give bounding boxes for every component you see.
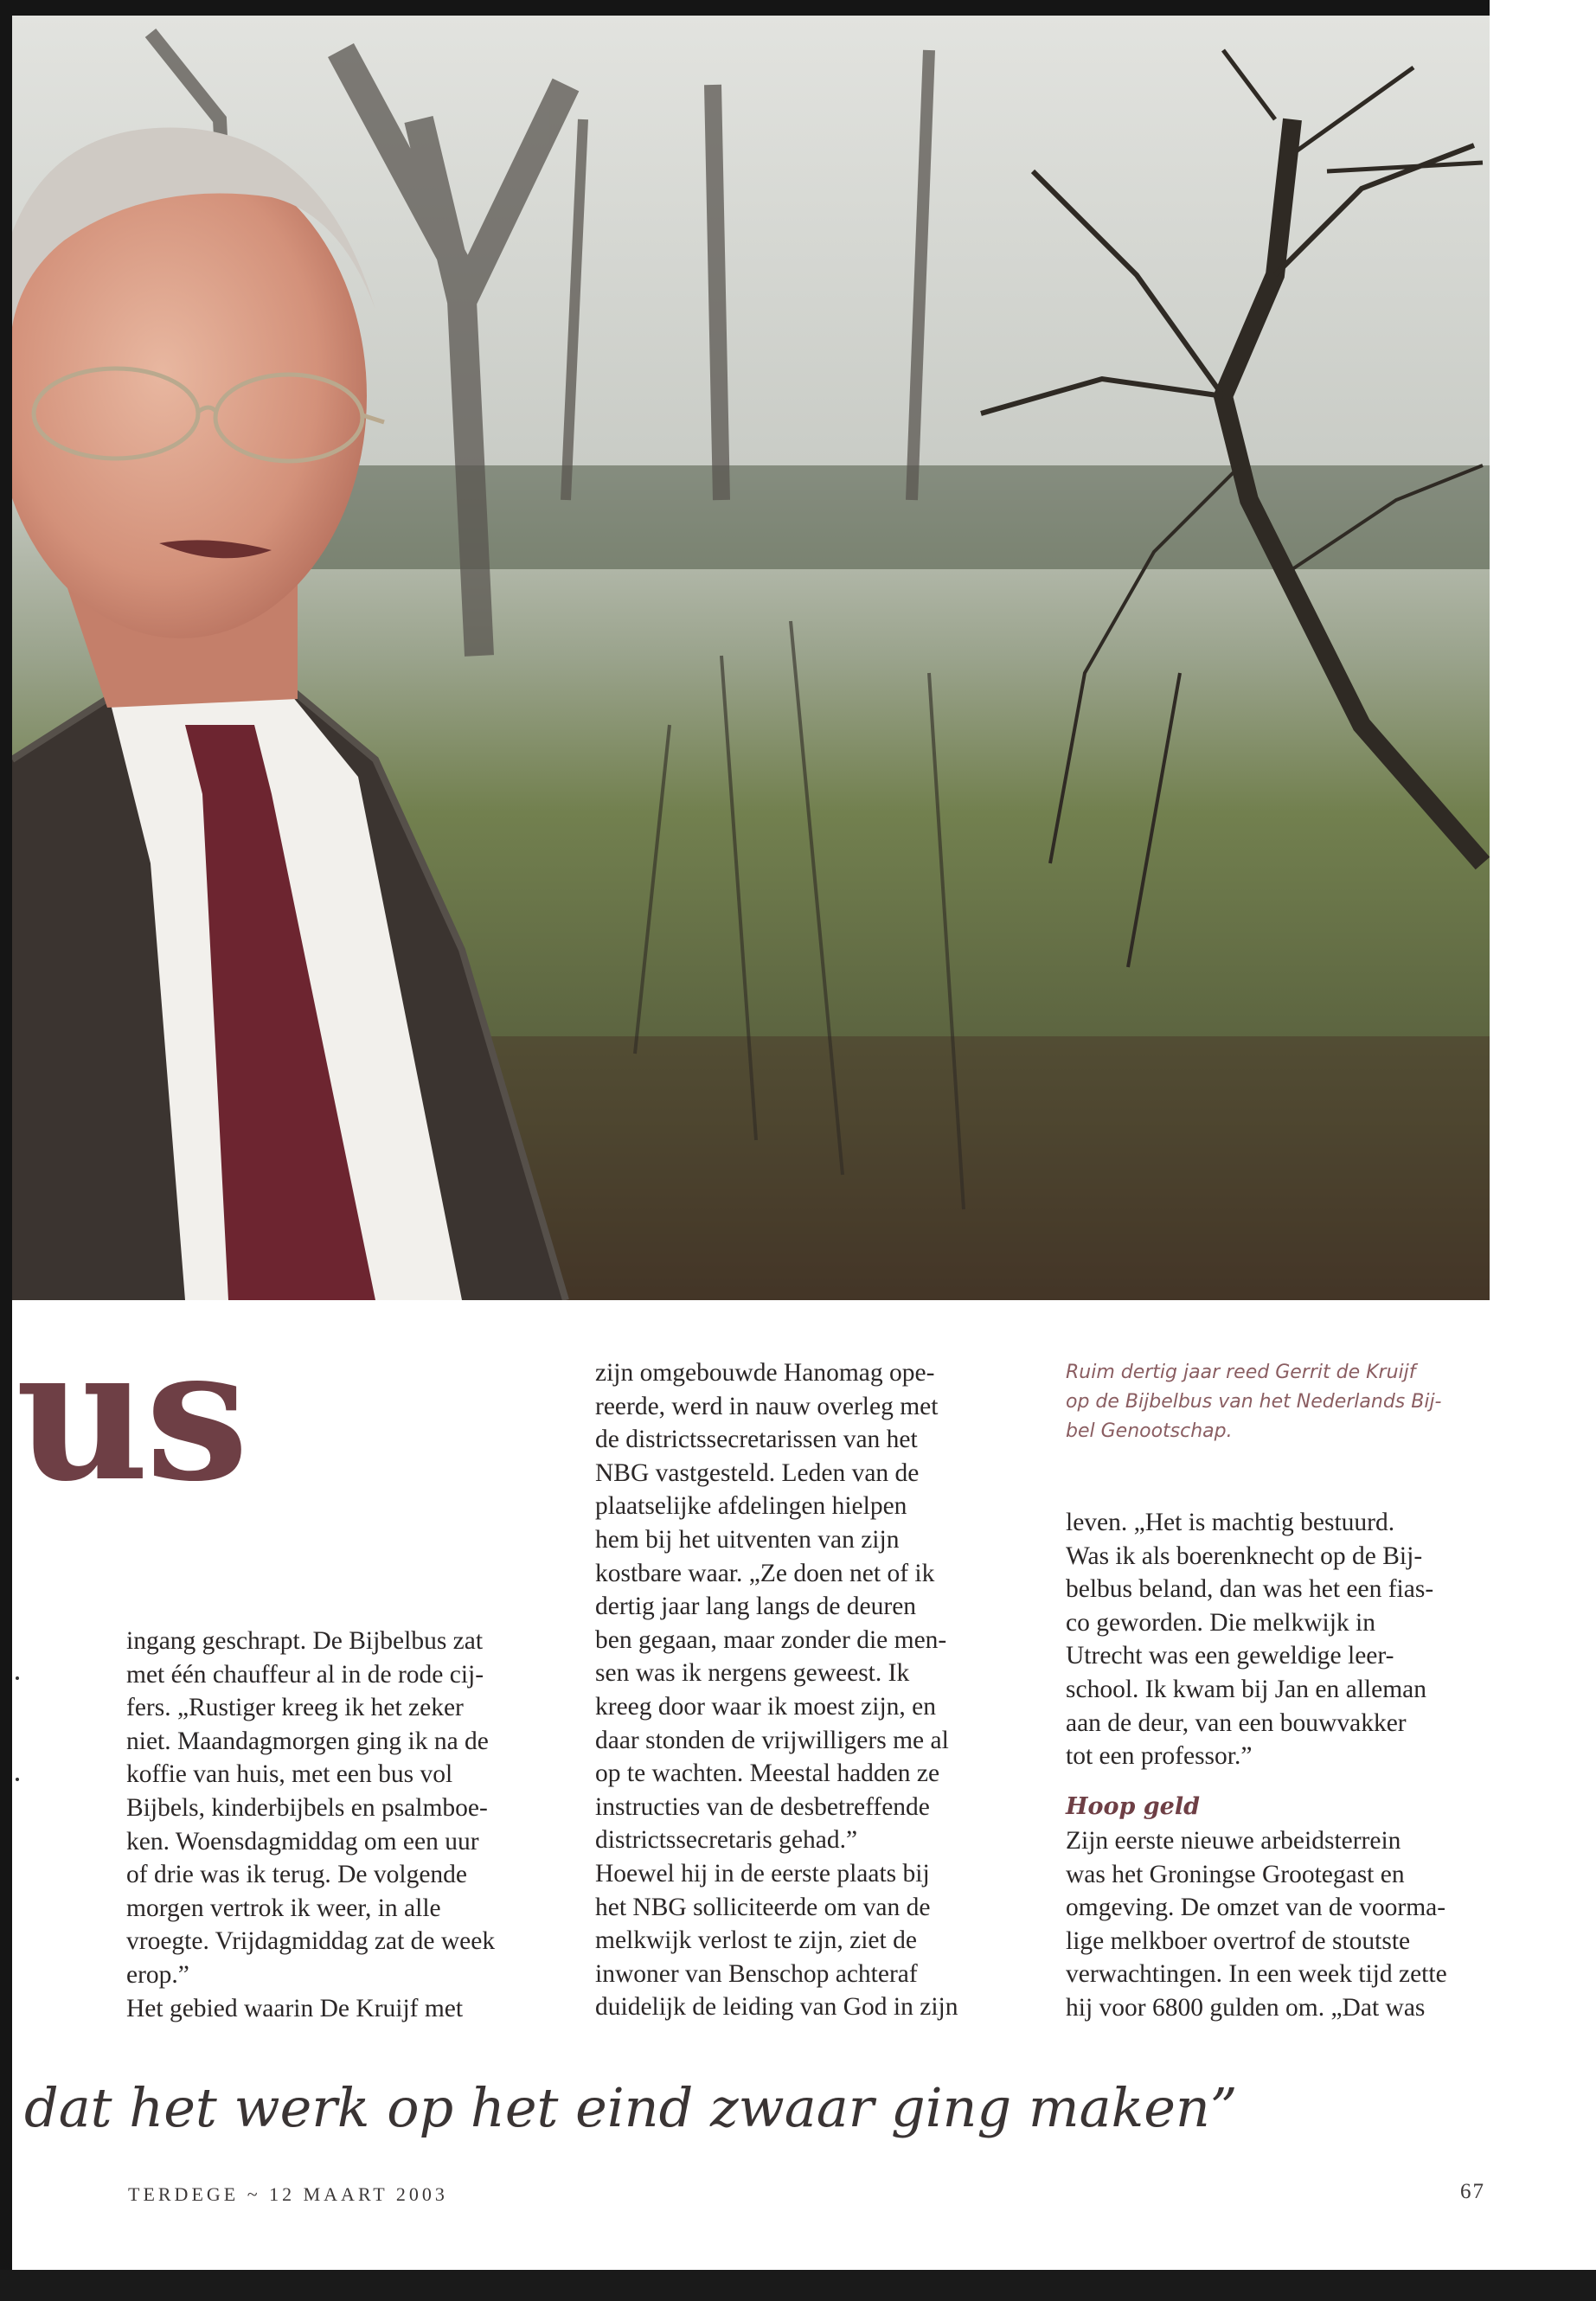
text-line: niet. Maandagmorgen ging ik na de bbox=[126, 1727, 489, 1755]
text-line: kreeg door waar ik moest zijn, en bbox=[595, 1692, 937, 1721]
margin-mark bbox=[16, 1676, 19, 1680]
text-line: verwachtingen. In een week tijd zette bbox=[1066, 1960, 1447, 1989]
text-line: duidelijk de leiding van God in zijn bbox=[595, 1993, 958, 2022]
article-column-2 bbox=[595, 1356, 1028, 2024]
text-line: instructies van de desbetreffende bbox=[595, 1792, 930, 1821]
article-column-3-continued bbox=[1066, 1824, 1490, 2025]
text-line: melkwijk verlost te zijn, ziet de bbox=[595, 1926, 917, 1955]
page-right-margin bbox=[1490, 0, 1596, 2301]
page-number: 67 bbox=[1460, 2180, 1485, 2203]
text-line: dertig jaar lang langs de deuren bbox=[595, 1593, 917, 1621]
text-line: NBG vastgesteld. Leden van de bbox=[595, 1458, 920, 1487]
text-line: vroegte. Vrijdagmiddag zat de week bbox=[126, 1927, 496, 1956]
text-line: Zijn eerste nieuwe arbeidsterrein bbox=[1066, 1827, 1401, 1855]
text-line: sen was ik nergens geweest. Ik bbox=[595, 1659, 910, 1688]
text-line: daar stonden de vrijwilligers me al bbox=[595, 1726, 949, 1754]
text-line: fers. „Rustiger kreeg ik het zeker bbox=[126, 1694, 464, 1722]
photo-caption bbox=[1066, 1358, 1490, 1446]
text-line: belbus beland, dan was het een fias- bbox=[1066, 1575, 1434, 1604]
text-line: school. Ik kwam bij Jan en alleman bbox=[1066, 1675, 1426, 1703]
text-line: ingang geschrapt. De Bijbelbus zat bbox=[126, 1627, 484, 1655]
caption-line: op de Bijbelbus van het Nederlands Bij- bbox=[1066, 1391, 1442, 1413]
text-line: Utrecht was een geweldige leer- bbox=[1066, 1642, 1394, 1670]
headline-fragment: us bbox=[16, 1306, 246, 1522]
text-line: co geworden. Die melkwijk in bbox=[1066, 1608, 1376, 1637]
text-line: districtssecretaris gehad.” bbox=[595, 1826, 858, 1855]
scan-edge-left bbox=[0, 0, 12, 2301]
text-line: ken. Woensdagmiddag om een uur bbox=[126, 1827, 479, 1856]
article-column-1 bbox=[126, 1625, 559, 2025]
text-line: reerde, werd in nauw overleg met bbox=[595, 1392, 939, 1420]
text-line: leven. „Het is machtig bestuurd. bbox=[1066, 1509, 1395, 1536]
text-line: was het Groningse Grootegast en bbox=[1066, 1860, 1405, 1888]
text-line: Was ik als boerenknecht op de Bij- bbox=[1066, 1541, 1423, 1570]
text-line: de districtssecretarissen van het bbox=[595, 1426, 918, 1454]
text-line: kostbare waar. „Ze doen net of ik bbox=[595, 1559, 935, 1587]
caption-line: bel Genootschap. bbox=[1066, 1420, 1233, 1442]
footer-magazine-date: TERDEGE ~ 12 MAART 2003 bbox=[128, 2183, 448, 2205]
section-subheading: Hoop geld bbox=[1066, 1793, 1200, 1820]
text-line: of drie was ik terug. De volgende bbox=[126, 1861, 468, 1889]
margin-mark bbox=[16, 1778, 19, 1781]
text-line: plaatselijke afdelingen hielpen bbox=[595, 1492, 907, 1521]
text-line: het NBG solliciteerde om van de bbox=[595, 1893, 931, 1921]
text-line: Bijbels, kinderbijbels en psalmboe- bbox=[126, 1793, 488, 1822]
text-line: koffie van huis, met een bus vol bbox=[126, 1760, 453, 1789]
photo-illustration bbox=[12, 16, 1490, 1300]
text-line: aan de deur, van een bouwvakker bbox=[1066, 1708, 1407, 1737]
text-line: tot een professor.” bbox=[1066, 1742, 1253, 1771]
article-photo bbox=[12, 16, 1490, 1300]
scan-edge-top bbox=[0, 0, 1596, 16]
article-column-3 bbox=[1066, 1506, 1490, 1773]
text-line: morgen vertrok ik weer, in alle bbox=[126, 1894, 441, 1922]
pull-quote: dat het werk op het eind zwaar ging maken” bbox=[24, 2076, 1238, 2139]
text-line: ben gegaan, maar zonder die men- bbox=[595, 1625, 947, 1654]
text-line: op te wachten. Meestal hadden ze bbox=[595, 1759, 940, 1788]
text-line: met één chauffeur al in de rode cij- bbox=[126, 1660, 484, 1689]
scan-edge-bottom bbox=[0, 2270, 1596, 2301]
text-line: hij voor 6800 gulden om. „Dat was bbox=[1066, 1993, 1426, 2022]
text-line: hem bij het uitventen van zijn bbox=[595, 1525, 900, 1554]
text-line: erop.” bbox=[126, 1960, 189, 1989]
text-line: lige melkboer overtrof de stoutste bbox=[1066, 1926, 1411, 1955]
text-line: zijn omgebouwde Hanomag ope- bbox=[595, 1359, 935, 1387]
text-line: inwoner van Benschop achteraf bbox=[595, 1959, 918, 1988]
text-line: omgeving. De omzet van de voorma- bbox=[1066, 1894, 1446, 1922]
text-line: Hoewel hij in de eerste plaats bij bbox=[595, 1859, 930, 1888]
text-line: Het gebied waarin De Kruijf met bbox=[126, 1994, 464, 2022]
caption-line: Ruim dertig jaar reed Gerrit de Kruijf bbox=[1066, 1362, 1416, 1383]
